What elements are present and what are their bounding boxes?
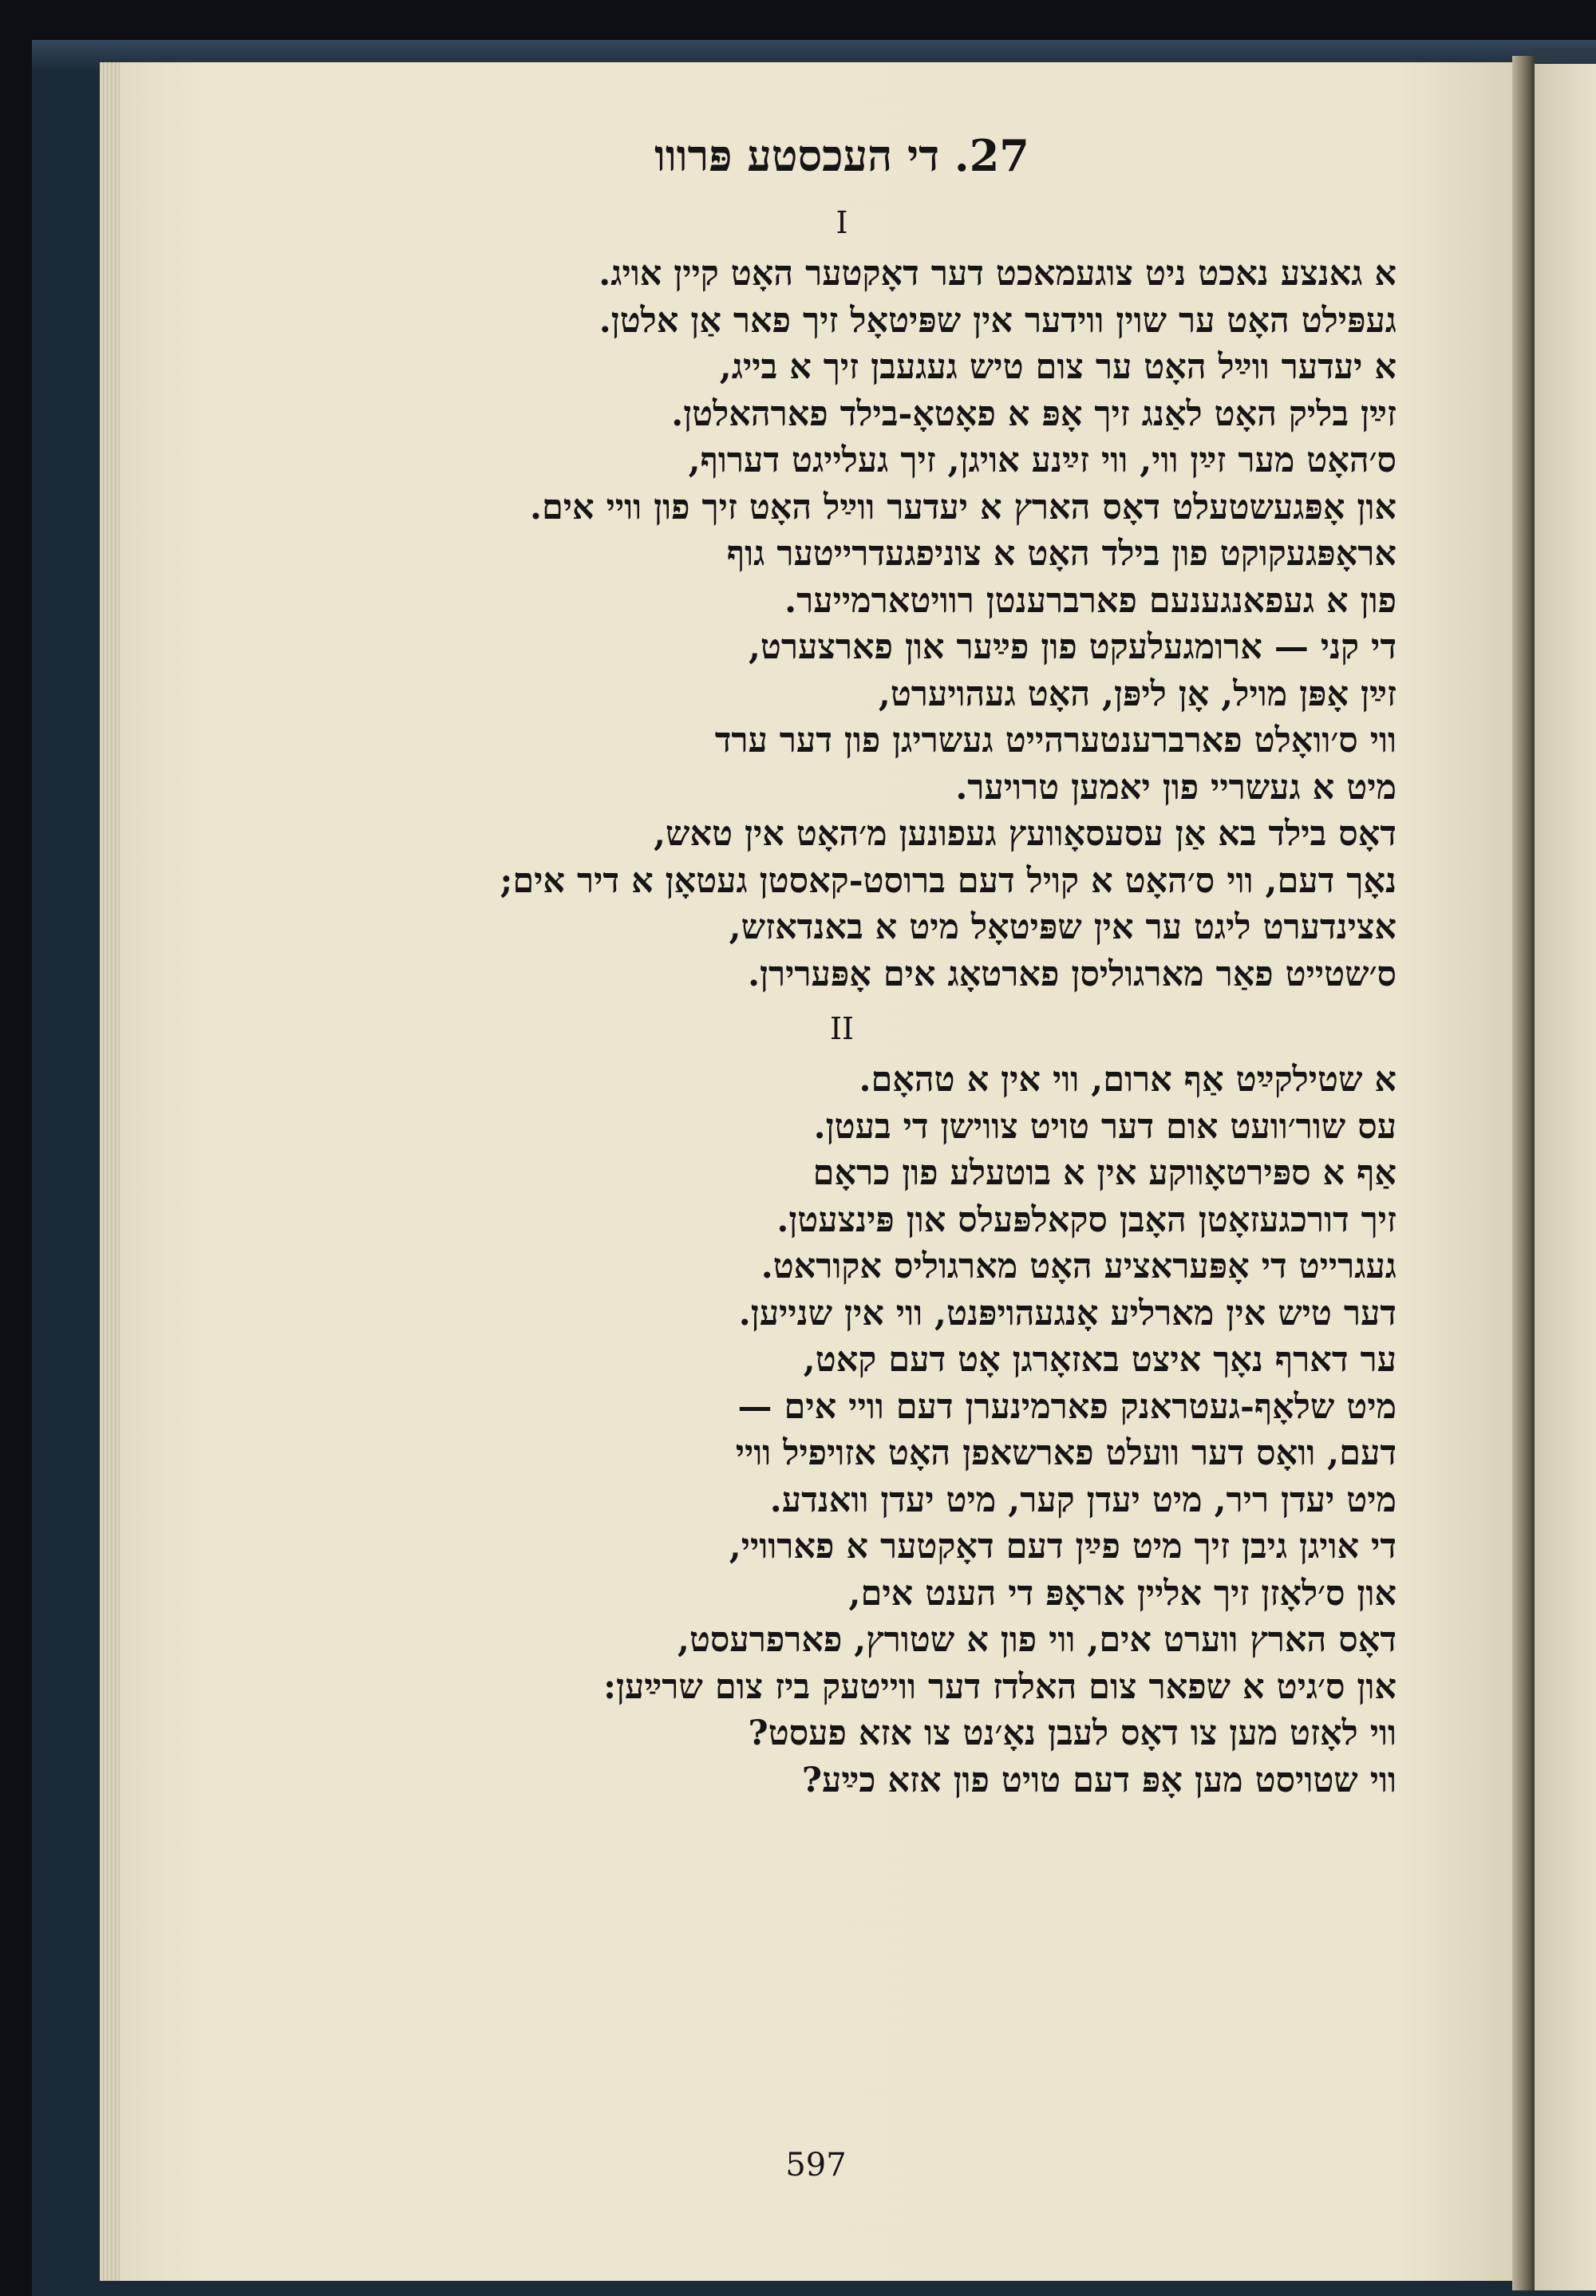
poem-line: מיט שלאָף-געטראנק פארמינערן דעם וויי אים — [737, 1386, 1396, 1427]
poem-line: ווי ס׳וואָלט פארברענטערהייט געשריגן פון דער ערד [714, 721, 1396, 761]
poem-line: נאָך דעם, ווי ס׳האָט א קויל דעם ברוסט-קאסטן געטאָן א דיר אים; [500, 860, 1396, 901]
stanza [287, 251, 1396, 998]
stanza [287, 1057, 1396, 1804]
poem-line: פון א געפאנגענעם פארברענטן רוויטארמייער. [784, 580, 1396, 621]
poem-line: א גאנצע נאכט ניט צוגעמאכט דער דאָקטער האָט קיין אויג. [598, 254, 1396, 294]
poem-line: ס׳האָט מער זײַן ווי, ווי זײַנע אויגן, זיך געלייגט דערוף, [688, 441, 1396, 480]
poem-line: זיך דורכגעזאָטן האָבן סקאלפּעלס און פּינצעטן. [776, 1199, 1396, 1240]
poem-line: ער דארף נאָך איצט באזאָרגן אָט דעם קאט, [803, 1340, 1396, 1380]
poem-line: די אויגן גיבן זיך מיט פײַן דעם דאָקטער א פארוויי, [729, 1527, 1396, 1567]
poem-line: געפּילט האָט ער שוין ווידער אין שפּיטאָל זיך פאר אַן אלטן. [598, 300, 1396, 341]
poem-line: מיט א געשריי פון יאמען טרויער. [955, 767, 1396, 808]
poem-line: זײַן בליק האָט לאַנג זיך אָפּ א פאָטאָ-בילד פארהאלטן. [671, 393, 1396, 434]
poem-line: דער טיש אין מארליע אָנגעהויפּנט, ווי אין שנייען. [738, 1293, 1396, 1334]
book-gutter [1512, 56, 1535, 2290]
poem-text [287, 120, 1396, 1804]
binding-strip [1535, 48, 1596, 62]
poem-line: אראָפּגעקוקט פון בילד האָט א צוניפגעדרייטער גוף [726, 534, 1396, 574]
poem-line: אצינדערט ליגט ער אין שפּיטאָל מיט א באנדאזש, [729, 907, 1396, 947]
page-number: 597 [785, 2147, 847, 2183]
poem-line: און ס׳גיט א שפאר צום האלדז דער ווייטעק ביז צום שרײַען: [603, 1666, 1396, 1707]
poem-line: זײַן אָפּן מויל, אָן ליפּן, האָט געהויערט, [878, 674, 1396, 714]
poem-line: דעם, וואָס דער וועלט פארשאפן האָט אזויפיל וויי [735, 1433, 1396, 1473]
poem-line: מיט יעדן ריר, מיט יעדן קער, מיט יעדן וואנדע. [769, 1480, 1396, 1520]
poem-line: א שטילקײַט אַף ארום, ווי אין א טהאָם. [859, 1060, 1396, 1100]
poem-line: א יעדער ווײַל האָט ער צום טיש געגעבן זיך א בייג, [719, 347, 1396, 387]
poem-line: דאָס בילד בא אַן עסעסאָוועץ געפונען מ׳האָט אין טאש, [654, 814, 1396, 854]
poem-line: דאָס הארץ ווערט אים, ווי פון א שטורץ, פארפרעסט, [677, 1620, 1396, 1660]
poem-line: ס׳שטייט פאַר מארגוליסן פארטאָג אים אָפּערירן. [748, 954, 1396, 994]
poem-line: און ס׳לאָזן זיך אליין אראָפּ די הענט אים, [848, 1573, 1396, 1614]
poem-line: אַף א ספּירטאָווקע אין א בוטעלע פון כראָם [812, 1153, 1396, 1193]
section-number: II [829, 1011, 855, 1046]
poem-line: געגרייט די אָפּעראציע האָט מארגוליס אקוראט. [760, 1247, 1396, 1286]
poem-line: עס שור׳וועט אום דער טויט צווישן די בעטן. [813, 1106, 1396, 1147]
poem-line: און אָפּגעשטעלט דאָס הארץ א יעדער ווײַל האָט זיך פון וויי אים. [529, 487, 1396, 528]
poem-line: די קני — ארומגעלעקט פון פײַער און פארצערט, [748, 627, 1396, 667]
poem-line: ווי לאָזט מען צו דאָס לעבן נאָ׳נט צו אזא פעסט? [748, 1713, 1396, 1753]
facing-page [1535, 64, 1596, 2290]
poem-title: 27. די העכסטע פּרווו [654, 130, 1029, 181]
poem-line: ווי שטויסט מען אָפּ דעם טויט פון אזא כײַע? [801, 1760, 1396, 1800]
section-number: I [836, 205, 848, 240]
